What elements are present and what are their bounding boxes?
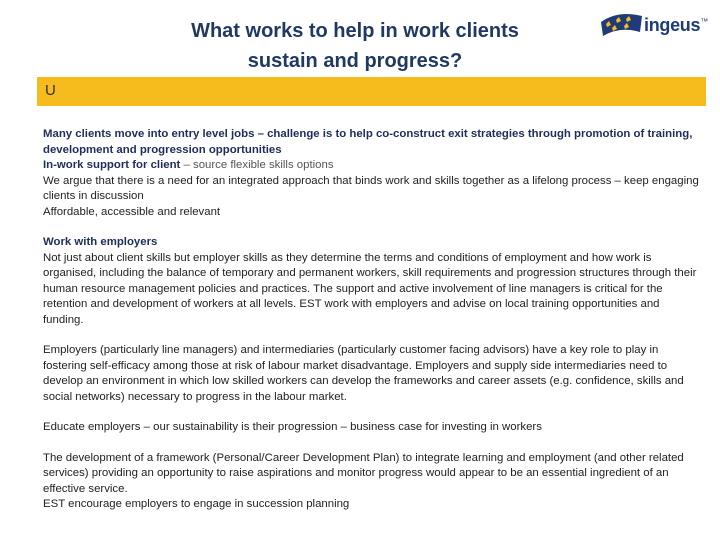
section-intermediaries-body: Employers (particularly line managers) and intermediaries (particularly customer facing advisors) have a key role to play in fostering self-efficacy among those at risk of labour market disadvantage. Employers and supply side intermediaries need to develop an environment in which low skilled workers can develop the frameworks and career assets (e.g. confidence, skills and social networks) necessary to progress in the labour market. xyxy=(43,344,684,403)
section-framework xyxy=(43,451,703,513)
body-content xyxy=(43,127,703,528)
logo-trademark: ™ xyxy=(700,17,708,26)
section-employers xyxy=(43,235,703,328)
section-framework-body: The development of a framework (Personal/Career Development Plan) to integrate learning and employment (and other related services) providing an opportunity to raise aspirations and monitor progress would appear to be an essential ingredient of an effective service. xyxy=(43,451,684,495)
title-line-2: sustain and progress? xyxy=(247,50,463,72)
section-intermediaries xyxy=(43,343,703,405)
section-clients xyxy=(43,127,703,220)
ingeus-logo xyxy=(598,6,708,46)
inwork-support-bold: In-work support for client xyxy=(43,159,181,171)
section-employers-body: Not just about client skills but employer skills as they determine the terms and conditions of employment and how work is organised, including the balance of temporary and permanent workers, skill requirements and progression structures through their human resource management policies and practices. The support and active involvement of line managers is critical for the retention and development of workers at all levels. EST work with employers and advise on local training opportunities and funding. xyxy=(43,251,697,326)
logo-text: ingeus xyxy=(644,15,701,35)
subtitle-bar xyxy=(37,77,706,106)
affordable-text: Affordable, accessible and relevant xyxy=(43,205,221,218)
section-clients-heading: Many clients move into entry level jobs – challenge is to help co-construct exit strategies through promotion of training, development and progression opportunities xyxy=(43,128,693,156)
section-employers-heading: Work with employers xyxy=(43,236,158,248)
inwork-support-rest: – source flexible skills options xyxy=(180,159,334,171)
section-educate xyxy=(43,420,703,436)
section-educate-body: Educate employers – our sustainability is their progression – business case for investing in workers xyxy=(43,421,542,433)
logo-swoosh-icon xyxy=(598,8,646,44)
bar-label: U xyxy=(45,82,56,99)
integrated-approach-text: We argue that there is a need for an integrated approach that binds work and skills together as a lifelong process – keep engaging clients in discussion xyxy=(43,174,699,202)
title-line-1: What works to help in work clients xyxy=(191,20,519,42)
succession-planning-text: EST encourage employers to engage in succession planning xyxy=(43,498,350,510)
page-title xyxy=(120,16,590,76)
inwork-support xyxy=(43,158,703,174)
